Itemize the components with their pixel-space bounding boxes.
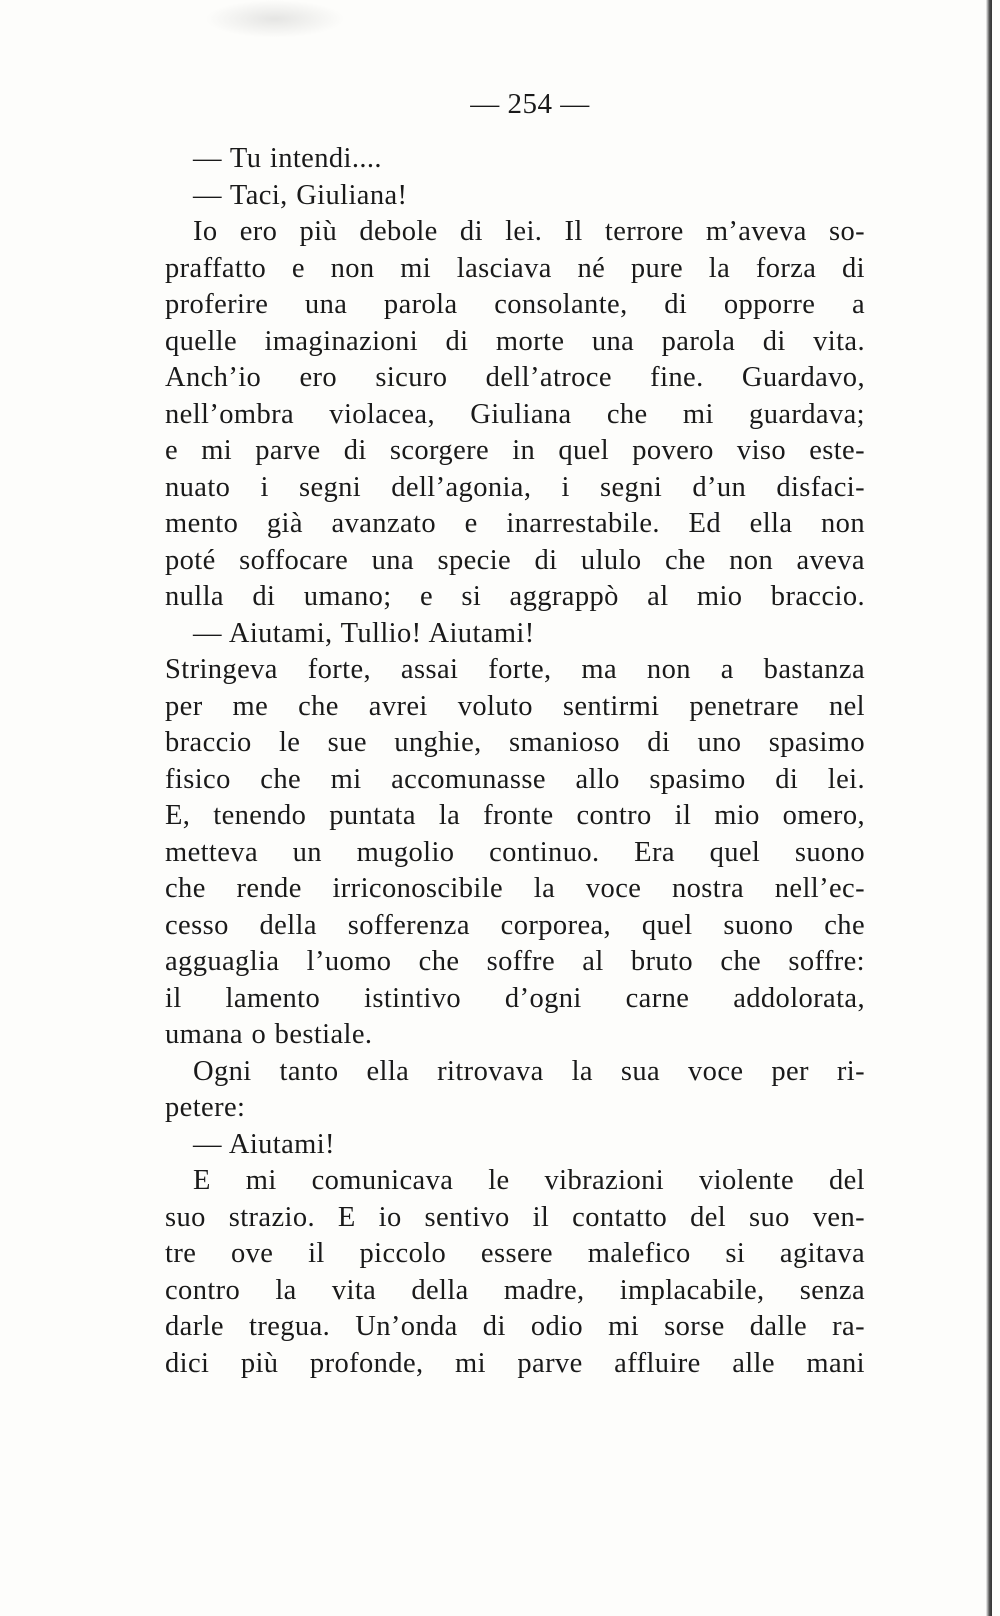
text-line: Anch’io ero sicuro dell’atroce fine. Guardavo,: [165, 362, 865, 393]
text-line: metteva un mugolio continuo. Era quel suono: [165, 836, 865, 868]
text-line: contro la vita della madre, implacabile, senza: [165, 1274, 865, 1306]
text-line: cesso della sofferenza corporea, quel suono che: [165, 909, 865, 941]
text-line: — Taci, Giuliana!: [193, 179, 408, 211]
text-line: — Aiutami!: [193, 1128, 335, 1160]
page-number: — 254 —: [470, 88, 590, 120]
text-line: quelle imaginazioni di morte una parola di vita.: [165, 325, 865, 357]
body-text: [165, 141, 865, 1382]
text-line: nuato i segni dell’agonia, i segni d’un disfaci-: [165, 471, 865, 503]
text-line: per me che avrei voluto sentirmi penetrare nel: [165, 690, 865, 722]
text-line: Stringeva forte, assai forte, ma non a bastanza: [165, 654, 865, 685]
text-line: agguaglia l’uomo che soffre al bruto che soffre:: [165, 946, 865, 977]
text-line: E mi comunicava le vibrazioni violente del: [193, 1165, 865, 1196]
text-line: darle tregua. Un’onda di odio mi sorse dalle ra-: [165, 1311, 865, 1342]
text-line: praffatto e non mi lasciava né pure la forza di: [165, 252, 865, 284]
text-line: il lamento istintivo d’ogni carne addolorata,: [165, 982, 865, 1014]
text-line: mento già avanzato e inarrestabile. Ed ella non: [165, 508, 865, 539]
text-line: braccio le sue unghie, smanioso di uno spasimo: [165, 727, 865, 758]
page-binding-edge: [986, 0, 992, 1616]
text-line: — Tu intendi....: [193, 143, 382, 174]
page-smudge: [205, 0, 345, 38]
text-line: suo strazio. E io sentivo il contatto del suo ven-: [165, 1201, 865, 1233]
text-line: e mi parve di scorgere in quel povero viso este-: [165, 435, 865, 466]
text-line: umana o bestiale.: [165, 1019, 373, 1050]
text-line: dici più profonde, mi parve affluire alle mani: [165, 1347, 865, 1379]
text-line: Io ero più debole di lei. Il terrore m’aveva so-: [193, 216, 865, 247]
text-line: Ogni tanto ella ritrovava la sua voce per ri-: [193, 1055, 865, 1087]
text-line: nell’ombra violacea, Giuliana che mi guardava;: [165, 398, 865, 430]
text-line: — Aiutami, Tullio! Aiutami!: [193, 617, 535, 649]
text-line: che rende irriconoscibile la voce nostra nell’ec-: [165, 873, 865, 904]
text-line: poté soffocare una specie di ululo che non aveva: [165, 544, 865, 576]
text-line: fisico che mi accomunasse allo spasimo di lei.: [165, 763, 865, 795]
text-line: E, tenendo puntata la fronte contro il mio omero,: [165, 800, 865, 831]
text-line: proferire una parola consolante, di opporre a: [165, 289, 865, 320]
text-line: petere:: [165, 1092, 246, 1123]
text-line: nulla di umano; e si aggrappò al mio braccio.: [165, 581, 865, 612]
text-line: tre ove il piccolo essere malefico si agitava: [165, 1238, 865, 1269]
